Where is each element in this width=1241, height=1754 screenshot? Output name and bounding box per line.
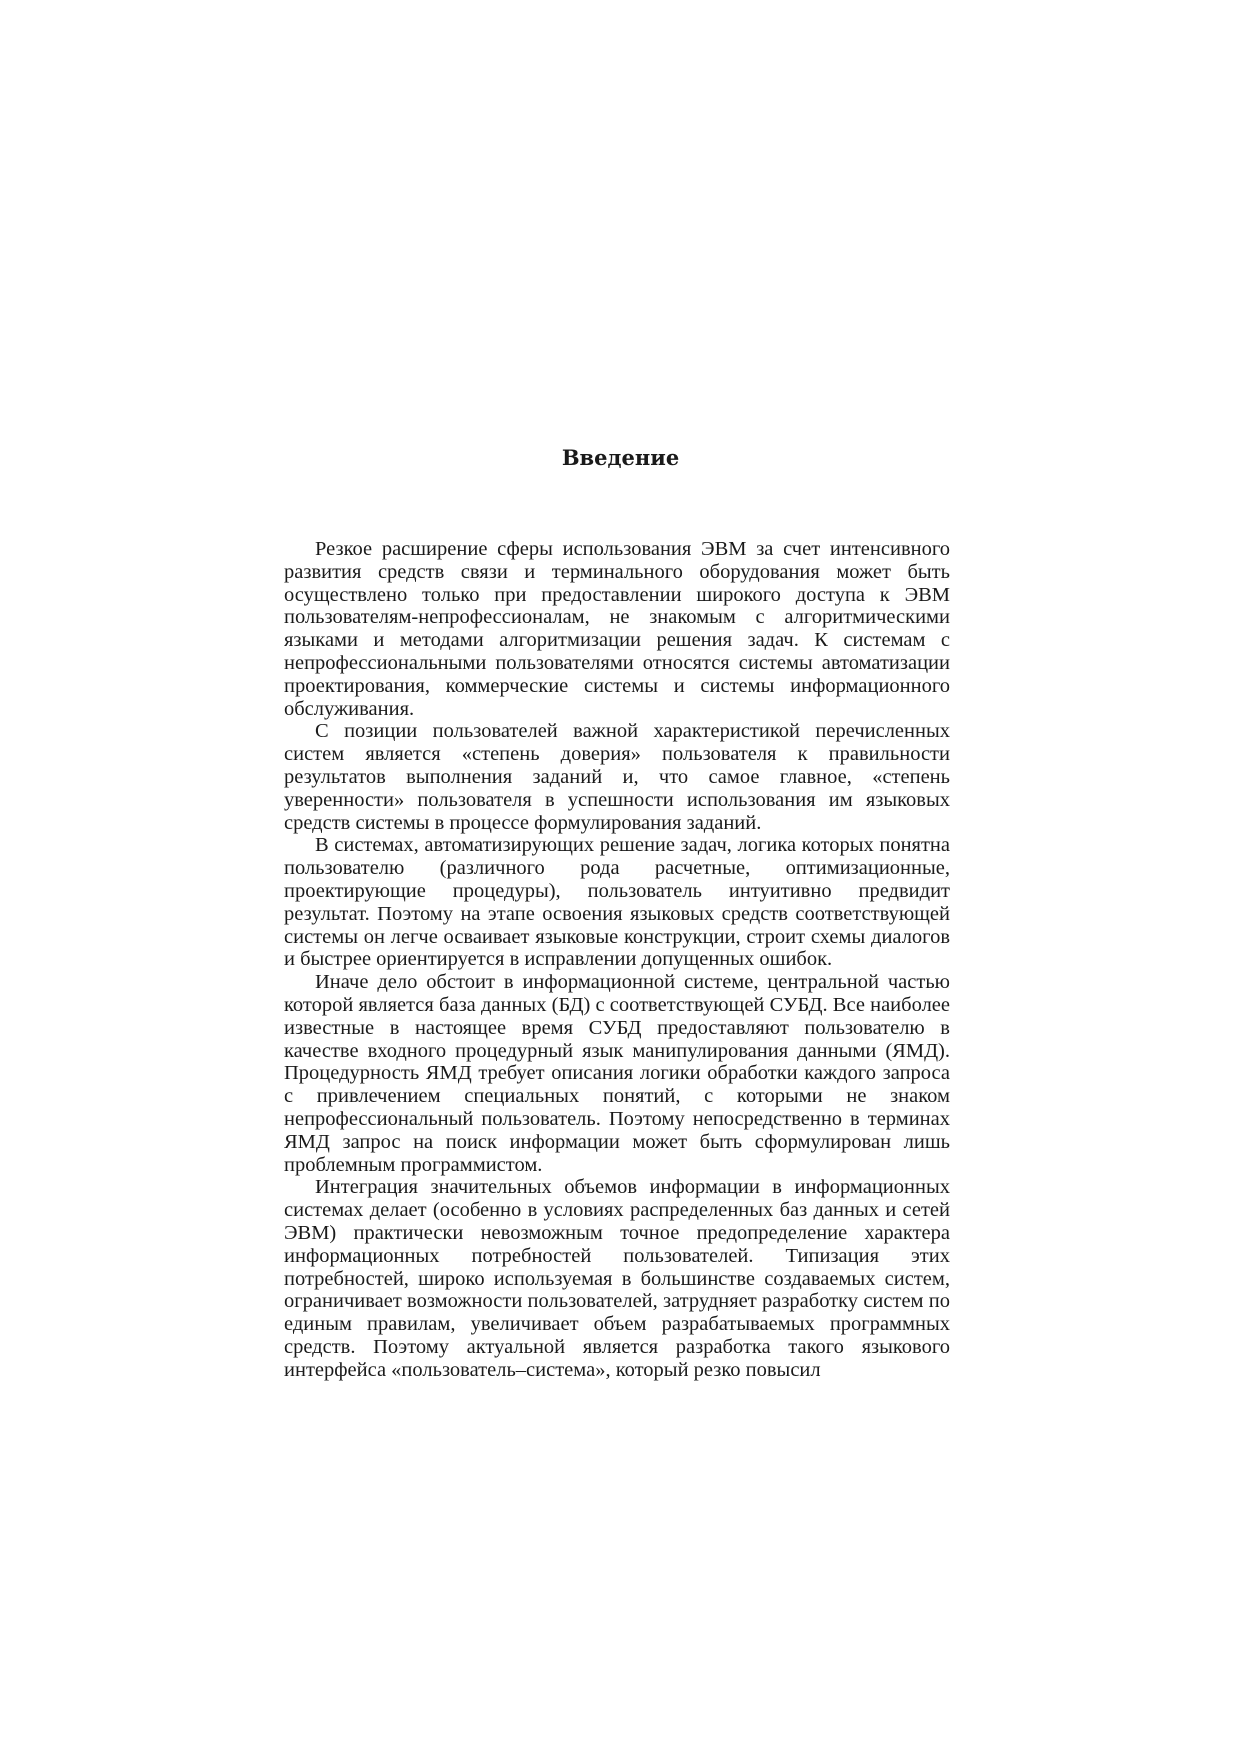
paragraph-3: В системах, автоматизирующих решение задач, логика которых понятна пользователю (различного рода расчетные, оптимизационные, проектирующие процедуры), пользователь интуитивно предвидит результат. Поэтому на этапе освоения языковых средств соответствующей системы он легче осваивает языковые конструкции, строит схемы диалогов и быстрее ориентируется в исправлении допущенных ошибок. bbox=[284, 834, 950, 971]
paragraph-1: Резкое расширение сферы использования ЭВМ за счет интенсивного развития средств связи и терминального оборудования может быть осуществлено только при предоставлении широкого доступа к ЭВМ пользователям-непрофессионалам, не знакомым с алгоритмическими языками и методами алгоритмизации решения задач. К системам с непрофессиональными пользователями относятся системы автоматизации проектирования, коммерческие системы и системы информационного обслуживания. bbox=[284, 538, 950, 720]
paragraph-2: С позиции пользователей важной характеристикой перечисленных систем является «степень доверия» пользователя к правильности результатов выполнения заданий и, что самое главное, «степень уверенности» пользователя в успешности использования им языковых средств системы в процессе формулирования заданий. bbox=[284, 720, 950, 834]
paragraph-4: Иначе дело обстоит в информационной системе, центральной частью которой является база данных (БД) с соответствующей СУБД. Все наиболее известные в настоящее время СУБД предоставляют пользователю в качестве входного процедурный язык манипулирования данными (ЯМД). Процедурность ЯМД требует описания логики обработки каждого запроса с привлечением специальных понятий, с которыми не знаком непрофессиональный пользователь. Поэтому непосредственно в терминах ЯМД запрос на поиск информации может быть сформулирован лишь проблемным программистом. bbox=[284, 971, 950, 1176]
body-text bbox=[284, 538, 950, 1381]
paragraph-5: Интеграция значительных объемов информации в информационных системах делает (особенно в условиях распределенных баз данных и сетей ЭВМ) практически невозможным точное предопределение характера информационных потребностей пользователей. Типизация этих потребностей, широко используемая в большинстве создаваемых систем, ограничивает возможности пользователей, затрудняет разработку систем по единым правилам, увеличивает объем разрабатываемых программных средств. Поэтому актуальной является разработка такого языкового интерфейса «пользователь–система», который резко повысил bbox=[284, 1176, 950, 1381]
page-title: Введение bbox=[561, 445, 680, 470]
